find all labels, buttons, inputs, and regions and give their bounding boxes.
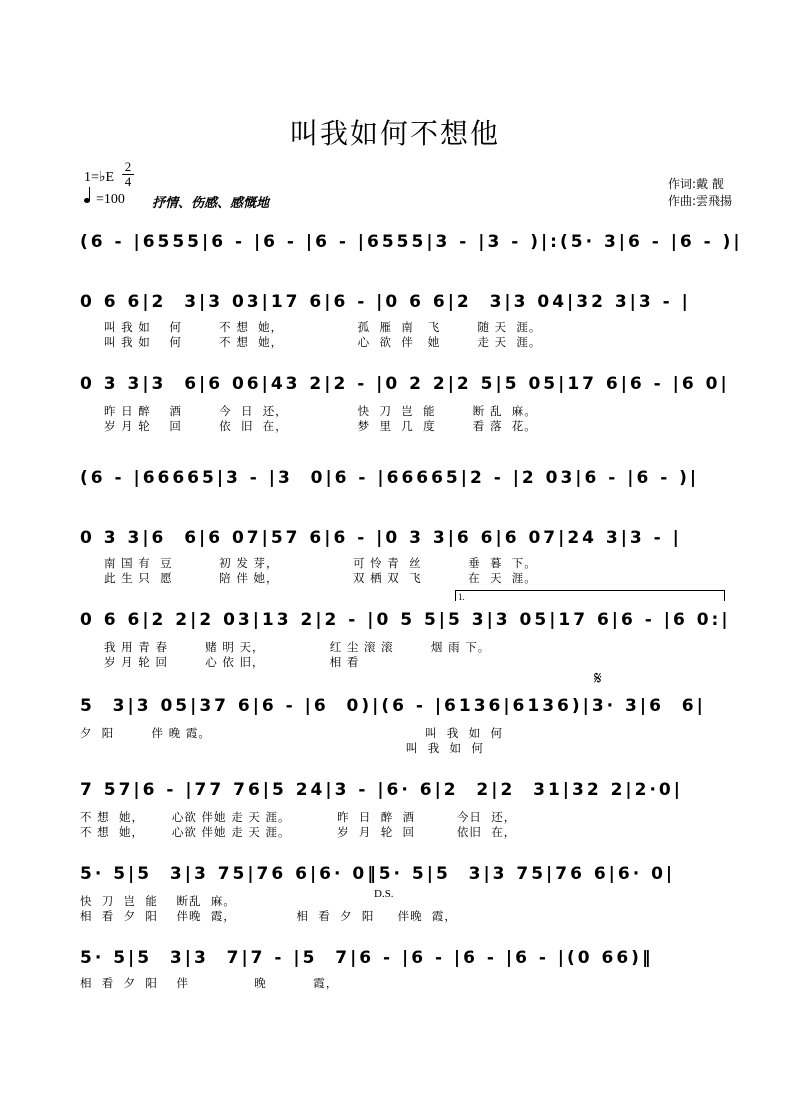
- tempo-marking: [84, 192, 125, 208]
- lyric-line-10a: 相 看 夕 阳 伴 晚 霞，: [80, 976, 339, 990]
- composer: 作曲:雲飛揚: [667, 194, 732, 208]
- lyric-line-9b: 相 看 夕 阳 伴晚 霞， 相 看 夕 阳 伴晚 霞，: [80, 909, 457, 923]
- time-numerator: 2: [124, 159, 132, 174]
- lyricist: 作词:戴 靓: [667, 177, 724, 191]
- expression-marking: 抒情、伤感、感慨地: [152, 196, 270, 211]
- staff-line-1: (6 - |6555|6 - |6 - |6 - |6555|3 - |3 - )|:(5· 3|6 - |6 - )|: [80, 232, 743, 252]
- time-signature: [122, 160, 134, 189]
- staff-line-8: 7 57|6 - |77 76|5 24|3 - |6· 6|2 2|2 31|32 2|2·0|: [80, 780, 683, 800]
- lyric-line-8a: 不 想 她， 心欲 伴她 走 天 涯。 昨 日 醉 酒 今日 还，: [80, 810, 517, 824]
- staff-line-4: (6 - |66665|3 - |3 0|6 - |66665|2 - |2 03|6 - |6 - )|: [80, 468, 700, 488]
- lyric-line-9a: 快 刀 岂 能 断乱 麻。: [80, 894, 236, 908]
- lyric-line-2b: 叫 我 如 何 不 想 她， 心 欲 伴 她 走 天 涯。: [104, 335, 542, 349]
- lyric-line-7a: 夕 阳 伴 晚 霞。 叫 我 如 何: [80, 726, 503, 740]
- lyric-line-5b: 此 生 只 愿 陪 伴 她， 双 栖 双 飞 在 天 涯。: [104, 571, 537, 585]
- staff-line-6: 0 6 6|2 2|2 03|13 2|2 - |0 5 5|5 3|3 05|17 6|6 - |6 0:|: [80, 610, 731, 630]
- staff-line-2: 0 6 6|2 3|3 03|17 6|6 - |0 6 6|2 3|3 04|32 3|3 - |: [80, 292, 691, 312]
- segno-icon: 𝄋: [594, 668, 602, 689]
- staff-line-9: 5· 5|5 3|3 75|76 6|6· 0‖5· 5|5 3|3 75|76 6|6· 0|: [80, 864, 676, 884]
- lyric-line-3a: 昨 日 醉 酒 今 日 还， 快 刀 岂 能 断 乱 麻。: [104, 404, 537, 418]
- staff-line-3: 0 3 3|3 6|6 06|43 2|2 - |0 2 2|2 5|5 05|17 6|6 - |6 0|: [80, 374, 730, 394]
- lyric-line-2a: 叫 我 如 何 不 想 她， 孤 雁 南 飞 随 天 涯。: [104, 320, 542, 334]
- lyric-line-6b: 岁 月 轮 回 心 依 旧， 相 看: [104, 655, 360, 669]
- song-title: 叫我如何不想他: [289, 117, 500, 150]
- lyric-line-6a: 我 用 青 春 赌 明 天， 红 尘 滚 滚 烟 雨 下。: [104, 640, 491, 654]
- key-tone: 1=♭E: [84, 170, 115, 185]
- staff-line-10: 5· 5|5 3|3 7|7 - |5 7|6 - |6 - |6 - |6 - |(0 66)‖: [80, 948, 654, 968]
- staff-line-7: 5 3|3 05|37 6|6 - |6 0)|(6 - |6136|6136)|3· 3|6 6|: [80, 696, 706, 716]
- time-denominator: 4: [122, 174, 134, 189]
- credits: [668, 176, 732, 210]
- lyric-line-5a: 南 国 有 豆 初 发 芽， 可 怜 青 丝 垂 暮 下。: [104, 556, 537, 570]
- staff-line-5: 0 3 3|6 6|6 07|57 6|6 - |0 3 3|6 6|6 07|24 3|3 - |: [80, 528, 682, 548]
- tempo-value: =100: [96, 192, 125, 207]
- lyric-line-8b: 不 想 她， 心欲 伴她 走 天 涯。 岁 月 轮 回 依旧 在，: [80, 825, 517, 839]
- volta-label: 1.: [458, 592, 465, 602]
- dal-segno-mark: D.S.: [374, 888, 394, 900]
- lyric-line-3b: 岁 月 轮 回 依 旧 在， 梦 里 几 度 看 落 花。: [104, 419, 537, 433]
- first-ending-bracket: [455, 590, 725, 601]
- lyric-line-7b: 叫 我 如 何: [80, 741, 484, 755]
- quarter-note-icon: [84, 198, 90, 203]
